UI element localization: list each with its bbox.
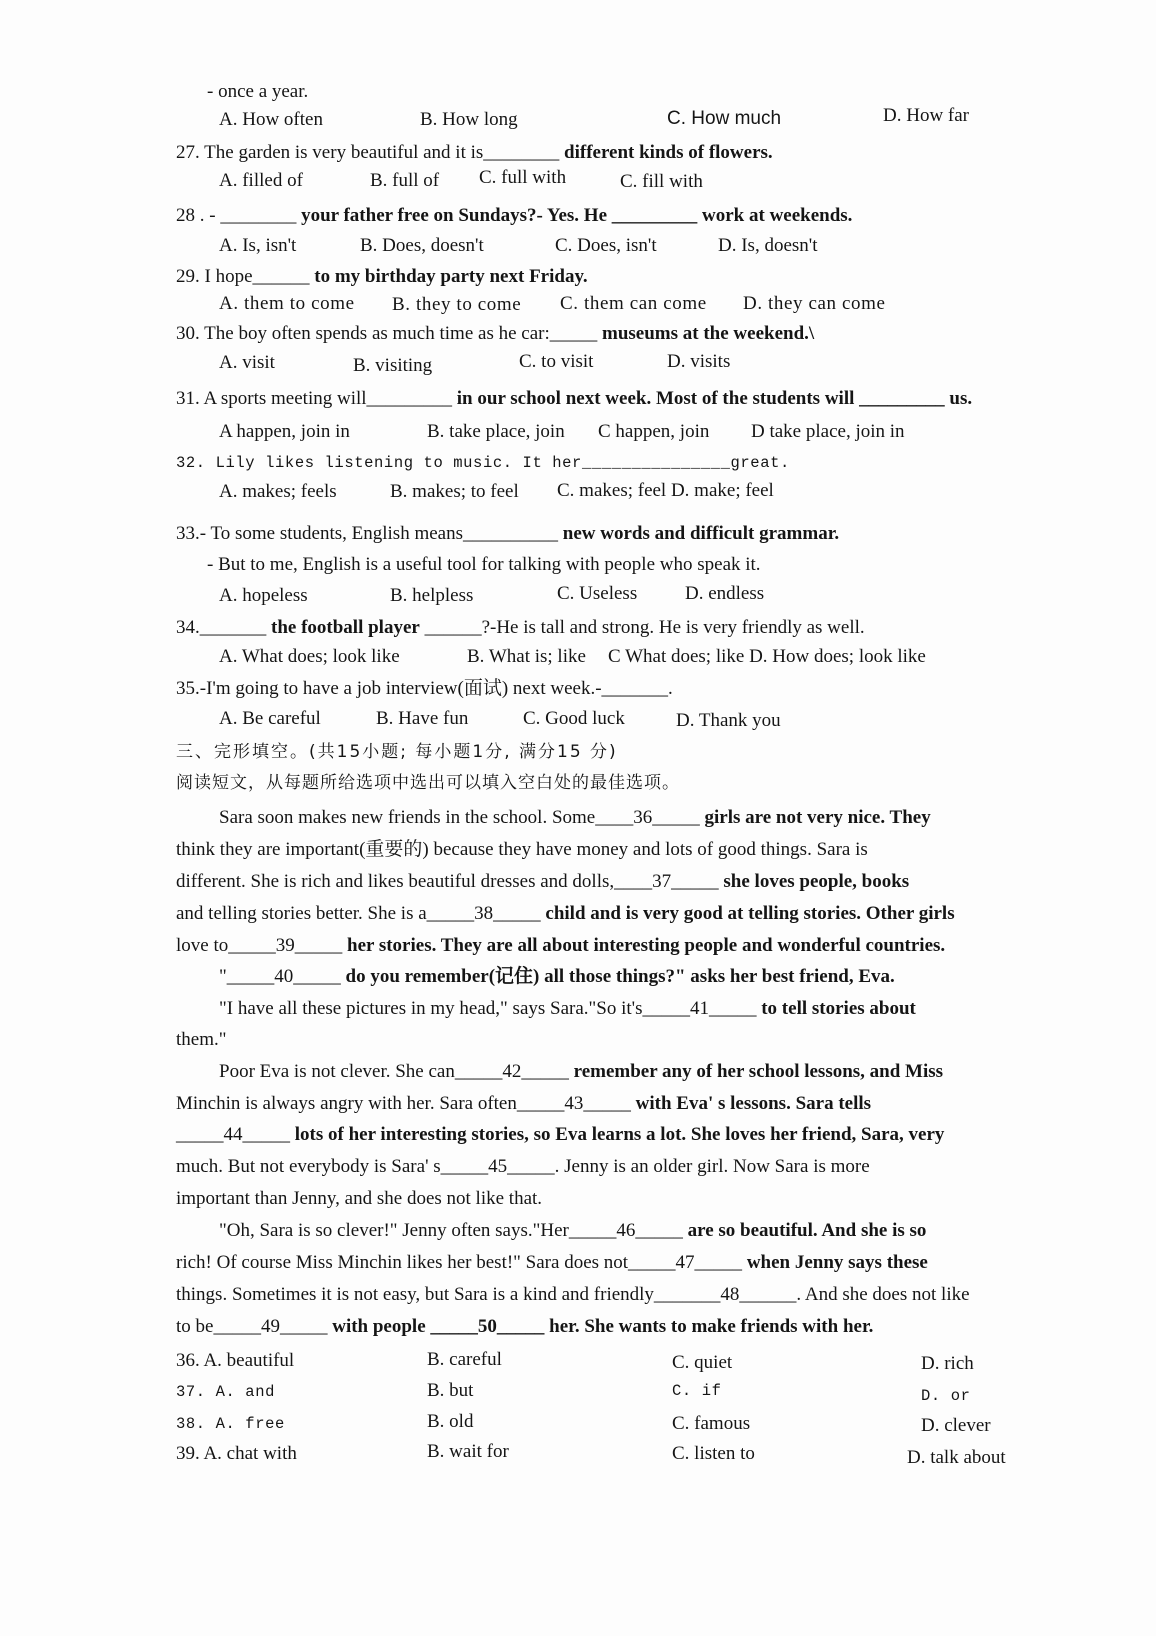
passage-bold-text: she loves people, books bbox=[718, 871, 910, 892]
stem-bold-text: your father free on Sundays?- Yes. He _________ work at weekends. bbox=[296, 205, 853, 226]
passage-bold-text: when Jenny says these bbox=[742, 1252, 928, 1273]
passage-line bbox=[176, 838, 868, 862]
q36-option-d: D. rich bbox=[921, 1353, 974, 1374]
passage-text: rich! Of course Miss Minchin likes her best!" Sara does not_____47_____ bbox=[176, 1252, 743, 1273]
q37-option-b: B. but bbox=[427, 1380, 474, 1401]
passage-bold-text: child and is very good at telling stories. Other girls bbox=[540, 903, 955, 924]
q28-option-a: A. Is, isn't bbox=[219, 235, 297, 256]
q30-option-d: D. visits bbox=[667, 351, 731, 372]
q38-option-c: C. famous bbox=[672, 1413, 751, 1434]
q39-option-a: 39. A. chat with bbox=[176, 1443, 297, 1464]
passage-text: and telling stories better. She is a_____38_____ bbox=[176, 903, 541, 924]
passage-text: important than Jenny, and she does not like that. bbox=[176, 1188, 543, 1209]
passage-text: Minchin is always angry with her. Sara often_____43_____ bbox=[176, 1093, 631, 1114]
passage-line bbox=[219, 965, 895, 989]
passage-text: much. But not everybody is Sara' s_____45_____. Jenny is an older girl. Now Sara is more bbox=[176, 1156, 870, 1177]
question-27-stem bbox=[176, 141, 773, 165]
q28-option-b: B. Does, doesn't bbox=[360, 235, 484, 256]
question-33-stem bbox=[176, 522, 839, 546]
q26-option-a: A. How often bbox=[219, 109, 323, 130]
stem-text: 28 . - ________ bbox=[176, 205, 297, 226]
passage-bold-text: are so beautiful. And she is so bbox=[682, 1220, 927, 1241]
passage-text: Sara soon makes new friends in the school. Some____36_____ bbox=[219, 807, 700, 828]
q33-option-d: D. endless bbox=[685, 583, 765, 604]
q27-option-a: A. filled of bbox=[219, 170, 303, 191]
q39-option-d: D. talk about bbox=[907, 1447, 1006, 1468]
passage-bold-text: girls are not very nice. They bbox=[699, 807, 931, 828]
q26-option-c: C. How much bbox=[667, 108, 782, 129]
q32-option-c-d: C. makes; feel D. make; feel bbox=[557, 480, 774, 501]
q37-option-d: D. or bbox=[921, 1387, 971, 1405]
stem-text: 33.- To some students, English means__________ bbox=[176, 523, 558, 544]
stem-bold-text: new words and difficult grammar. bbox=[558, 523, 840, 544]
question-29-stem bbox=[176, 265, 588, 289]
passage-text: "Oh, Sara is so clever!" Jenny often says."Her_____46_____ bbox=[219, 1220, 683, 1241]
q35-option-a: A. Be careful bbox=[219, 708, 321, 729]
passage-line bbox=[176, 1155, 870, 1179]
passage-text: different. She is rich and likes beautiful dresses and dolls,____37_____ bbox=[176, 871, 719, 892]
q27-option-b: B. full of bbox=[370, 170, 440, 191]
q33-option-c: C. Useless bbox=[557, 583, 638, 604]
stem-text: 29. I hope______ bbox=[176, 266, 310, 287]
q36-option-b: B. careful bbox=[427, 1349, 502, 1370]
question-34-stem bbox=[176, 616, 865, 640]
q26-option-b: B. How long bbox=[420, 109, 518, 130]
q31-option-c: C happen, join bbox=[598, 421, 710, 442]
passage-line bbox=[176, 1315, 873, 1339]
question-30-stem bbox=[176, 322, 814, 346]
q27-option-d: C. fill with bbox=[620, 171, 703, 192]
passage-line bbox=[219, 997, 916, 1021]
passage-bold-text: with Eva' s lessons. Sara tells bbox=[630, 1093, 872, 1114]
stem-rest-text: ______?-He is tall and strong. He is very friendly as well. bbox=[419, 617, 865, 638]
passage-bold-text: lots of her interesting stories, so Eva learns a lot. She loves her friend, Sara, very bbox=[290, 1124, 945, 1145]
stem-bold-text: the football player bbox=[266, 617, 420, 638]
passage-text: "_____40_____ bbox=[219, 966, 341, 987]
q32-option-a: A. makes; feels bbox=[219, 481, 337, 502]
q30-option-a: A. visit bbox=[219, 352, 275, 373]
q34-option-b: B. What is; like bbox=[467, 646, 586, 667]
question-35-stem: 35.-I'm going to have a job interview(面试) next week.-_______. bbox=[176, 678, 673, 699]
q29-option-d: D. they can come bbox=[743, 293, 886, 314]
q38-option-a: 38. A. free bbox=[176, 1415, 285, 1433]
q30-option-b: B. visiting bbox=[353, 355, 433, 376]
passage-bold-text: to tell stories about bbox=[756, 998, 916, 1019]
q32-option-b: B. makes; to feel bbox=[390, 481, 519, 502]
q37-option-c: C. if bbox=[672, 1382, 722, 1400]
passage-line bbox=[219, 1060, 943, 1084]
q38-option-b: B. old bbox=[427, 1411, 474, 1432]
q27-option-c: C. full with bbox=[479, 167, 567, 188]
q29-option-b: B. they to come bbox=[392, 294, 522, 315]
q38-option-d: D. clever bbox=[921, 1415, 991, 1436]
stem-text: 31. A sports meeting will_________ bbox=[176, 388, 453, 409]
question-33-reply: - But to me, English is a useful tool for talking with people who speak it. bbox=[207, 554, 761, 575]
passage-line bbox=[176, 1092, 871, 1116]
passage-line bbox=[176, 902, 955, 926]
passage-text: think they are important(重要的) because they have money and lots of good things. Sara is bbox=[176, 839, 868, 860]
stem-bold-text: to my birthday party next Friday. bbox=[309, 266, 588, 287]
q35-option-c: C. Good luck bbox=[523, 708, 625, 729]
stem-text: 27. The garden is very beautiful and it is________ bbox=[176, 142, 560, 163]
q33-option-b: B. helpless bbox=[390, 585, 474, 606]
passage-text: things. Sometimes it is not easy, but Sara is a kind and friendly_______48______. And she does not like bbox=[176, 1284, 970, 1305]
q29-option-c: C. them can come bbox=[560, 293, 707, 314]
q34-option-a: A. What does; look like bbox=[219, 646, 400, 667]
q31-option-b: B. take place, join bbox=[427, 421, 565, 442]
q33-option-a: A. hopeless bbox=[219, 585, 308, 606]
passage-bold-text: with people _____50_____ her. She wants to make friends with her. bbox=[327, 1316, 874, 1337]
passage-bold-text: remember any of her school lessons, and Miss bbox=[568, 1061, 944, 1082]
passage-line bbox=[176, 870, 909, 894]
stem-text: 34._______ bbox=[176, 617, 267, 638]
q36-option-a: 36. A. beautiful bbox=[176, 1350, 295, 1371]
q37-option-a: 37. A. and bbox=[176, 1383, 276, 1401]
passage-line bbox=[176, 934, 945, 958]
passage-text: _____44_____ bbox=[176, 1124, 290, 1145]
passage-line bbox=[176, 1251, 928, 1275]
q28-option-c: C. Does, isn't bbox=[555, 235, 657, 256]
passage-bold-text: do you remember(记住) all those things?" asks her best friend, Eva. bbox=[340, 966, 895, 987]
passage-text: Poor Eva is not clever. She can_____42_____ bbox=[219, 1061, 569, 1082]
passage-text: to be_____49_____ bbox=[176, 1316, 328, 1337]
q36-option-c: C. quiet bbox=[672, 1352, 733, 1373]
q29-option-a: A. them to come bbox=[219, 293, 355, 314]
passage-line bbox=[176, 1187, 542, 1211]
question-28-stem bbox=[176, 204, 852, 228]
q35-option-b: B. Have fun bbox=[376, 708, 469, 729]
passage-line bbox=[219, 1219, 926, 1243]
stem-bold-text: museums at the weekend.\ bbox=[597, 323, 815, 344]
q35-option-d: D. Thank you bbox=[676, 710, 781, 731]
passage-line bbox=[176, 1123, 944, 1147]
passage-text: "I have all these pictures in my head," says Sara."So it's_____41_____ bbox=[219, 998, 757, 1019]
section-instructions: 阅读短文，从每题所给选项中选出可以填入空白处的最佳选项。 bbox=[176, 773, 680, 793]
question-32-stem: 32. Lily likes listening to music. It her_______________great. bbox=[176, 454, 790, 472]
stem-bold-text: different kinds of flowers. bbox=[559, 142, 773, 163]
q34-option-c-d: C What does; like D. How does; look like bbox=[608, 646, 926, 667]
q31-option-d: D take place, join in bbox=[751, 421, 905, 442]
passage-line bbox=[176, 1283, 970, 1307]
q31-option-a: A happen, join in bbox=[219, 421, 350, 442]
question-26-answer-text: - once a year. bbox=[207, 81, 309, 102]
passage-bold-text: her stories. They are all about interesting people and wonderful countries. bbox=[342, 935, 946, 956]
section-title: 三、完形填空。(共15小题; 每小题1分, 满分15 分) bbox=[176, 742, 618, 762]
passage-line bbox=[176, 1028, 227, 1052]
q30-option-c: C. to visit bbox=[519, 351, 594, 372]
passage-text: them." bbox=[176, 1029, 227, 1050]
q39-option-b: B. wait for bbox=[427, 1441, 509, 1462]
passage-line bbox=[219, 806, 931, 830]
q28-option-d: D. Is, doesn't bbox=[718, 235, 818, 256]
stem-bold-text: in our school next week. Most of the students will _________ us. bbox=[452, 388, 973, 409]
q26-option-d: D. How far bbox=[883, 105, 970, 126]
q39-option-c: C. listen to bbox=[672, 1443, 755, 1464]
passage-text: love to_____39_____ bbox=[176, 935, 343, 956]
stem-text: 30. The boy often spends as much time as he car:_____ bbox=[176, 323, 598, 344]
question-31-stem bbox=[176, 387, 972, 411]
